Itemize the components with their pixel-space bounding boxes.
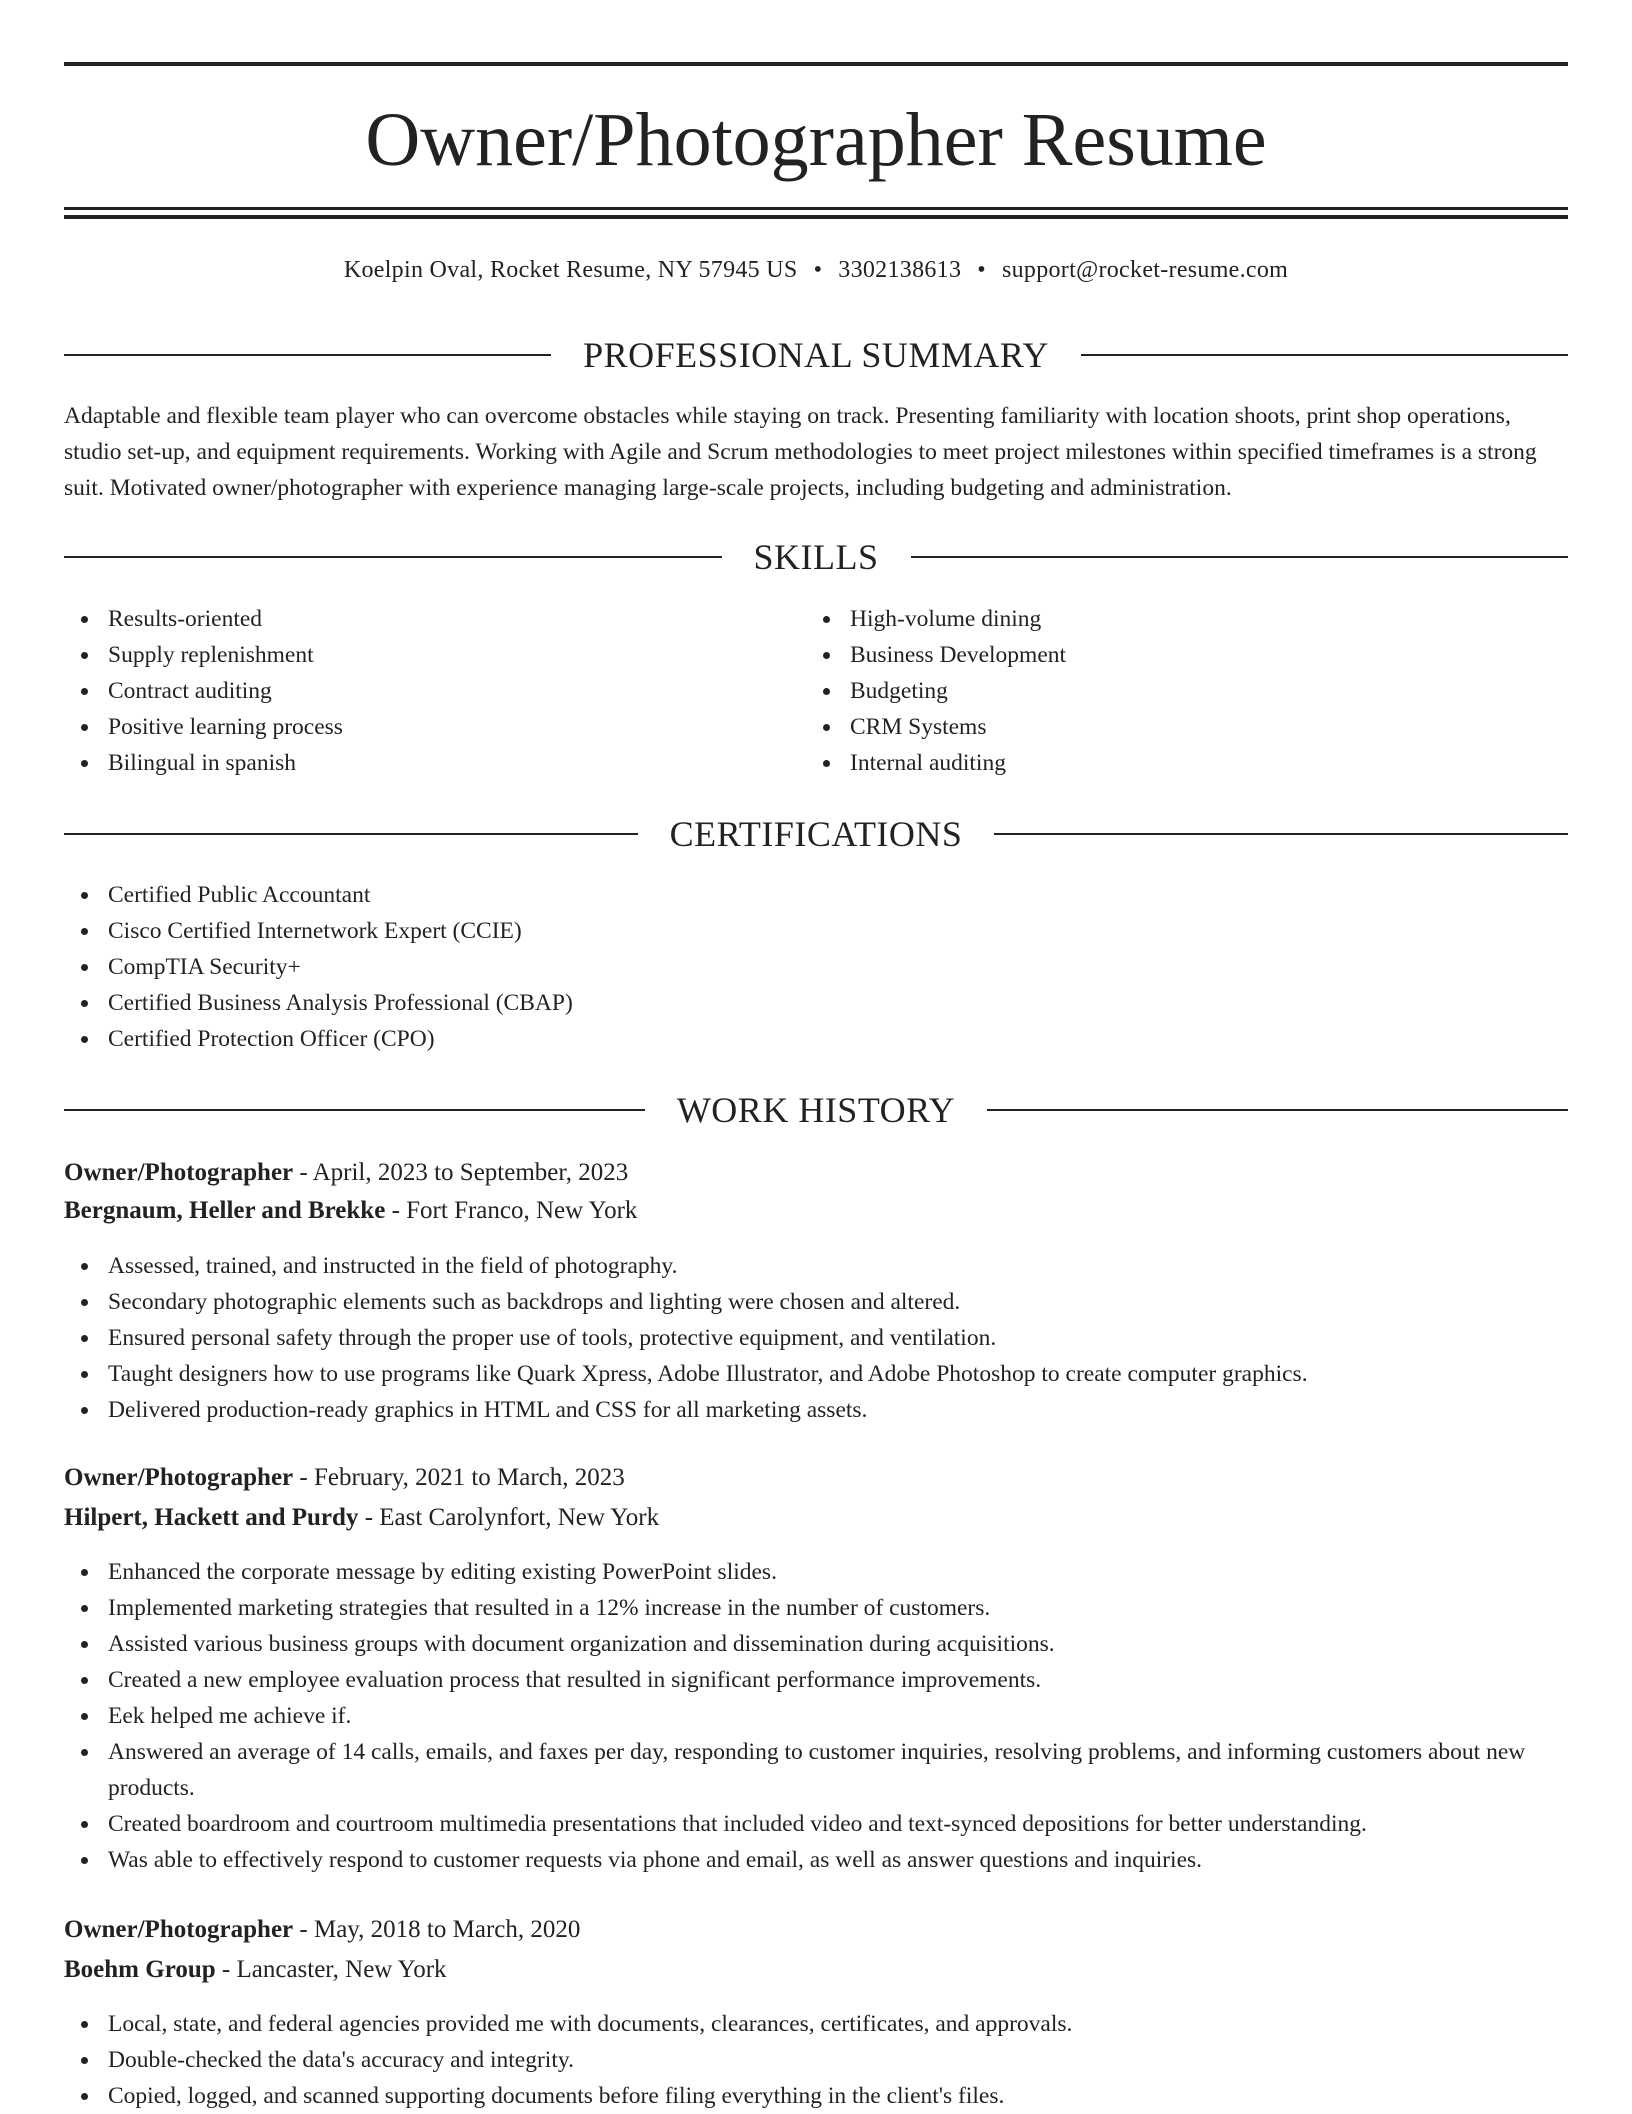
contact-address: Koelpin Oval, Rocket Resume, NY 57945 US <box>343 257 798 283</box>
list-item: Delivered production-ready graphics in HTML and CSS for all marketing assets. <box>64 1392 1568 1428</box>
job-title-line <box>64 1459 1568 1497</box>
heading-rule <box>1081 354 1568 356</box>
heading-rule <box>64 354 551 356</box>
job-company: Hilpert, Hackett and Purdy <box>64 1504 359 1531</box>
summary-text: Adaptable and flexible team player who can overcome obstacles while staying on track. Presenting familiarity with location shoots, print shop operations, studio set-up, and equipment requirements. Working with Agile and Scrum methodologies to meet project milestones within specified timeframes is a strong suit. Motivated owner/photographer with experience managing large-scale projects, including budgeting and administration. <box>64 403 1537 501</box>
job-dates: - April, 2023 to September, 2023 <box>293 1159 629 1186</box>
list-item: Supply replenishment <box>64 637 804 673</box>
heading-rule <box>64 1109 645 1111</box>
job-company: Bergnaum, Heller and Brekke <box>64 1197 386 1224</box>
list-item: Created boardroom and courtroom multimedia presentations that included video and text-synced depositions for better understanding. <box>64 1806 1568 1842</box>
heading-rule <box>911 556 1569 558</box>
section-title: SKILLS <box>753 537 879 577</box>
job-company: Boehm Group <box>64 1956 216 1983</box>
job-title: Owner/Photographer <box>64 1159 294 1186</box>
section-heading-work-history <box>64 1086 1568 1134</box>
list-item: Taught designers how to use programs like Quark Xpress, Adobe Illustrator, and Adobe Photoshop to create computer graphics. <box>64 1356 1568 1392</box>
list-item: Cisco Certified Internetwork Expert (CCIE) <box>64 913 1568 949</box>
section-heading-skills <box>64 533 1568 581</box>
heading-rule <box>994 833 1568 835</box>
job-dates: - February, 2021 to March, 2023 <box>293 1464 625 1491</box>
list-item: Contract auditing <box>64 673 804 709</box>
job-dates: - May, 2018 to March, 2020 <box>293 1916 581 1943</box>
list-item: Implemented marketing strategies that resulted in a 12% increase in the number of customers. <box>64 1590 1568 1626</box>
skills-list-left <box>64 601 804 781</box>
job-title: Owner/Photographer <box>64 1916 294 1943</box>
section-title: CERTIFICATIONS <box>669 814 963 854</box>
section-heading-summary <box>64 331 1568 379</box>
job-bullets <box>64 1248 1568 1428</box>
skills-list-right <box>806 601 1546 781</box>
list-item: High-volume dining <box>806 601 1546 637</box>
list-item: Secondary photographic elements such as backdrops and lighting were chosen and altered. <box>64 1284 1568 1320</box>
list-item: Certified Protection Officer (CPO) <box>64 1021 1568 1057</box>
contact-phone: 3302138613 <box>838 257 962 283</box>
list-item: Bilingual in spanish <box>64 745 804 781</box>
job-location: - Lancaster, New York <box>215 1956 447 1983</box>
list-item: CRM Systems <box>806 709 1546 745</box>
list-item: Enhanced the corporate message by editing existing PowerPoint slides. <box>64 1554 1568 1590</box>
list-item: Was able to effectively respond to customer requests via phone and email, as well as answer questions and inquiries. <box>64 1842 1568 1878</box>
top-rule <box>64 62 1568 66</box>
list-item: Double-checked the data's accuracy and integrity. <box>64 2042 1568 2078</box>
certifications-list <box>64 877 1568 1057</box>
job-bullets <box>64 2006 1568 2114</box>
contact-email[interactable]: support@rocket-resume.com <box>1001 257 1289 283</box>
list-item: Results-oriented <box>64 601 804 637</box>
job-title: Owner/Photographer <box>64 1464 294 1491</box>
list-item: Eek helped me achieve if. <box>64 1698 1568 1734</box>
list-item: Internal auditing <box>806 745 1546 781</box>
list-item: Ensured personal safety through the proper use of tools, protective equipment, and ventilation. <box>64 1320 1568 1356</box>
list-item: Certified Public Accountant <box>64 877 1568 913</box>
list-item: Assessed, trained, and instructed in the field of photography. <box>64 1248 1568 1284</box>
list-item: Local, state, and federal agencies provided me with documents, clearances, certificates, and approvals. <box>64 2006 1568 2042</box>
list-item: Created a new employee evaluation process that resulted in significant performance improvements. <box>64 1662 1568 1698</box>
list-item: Assisted various business groups with document organization and dissemination during acquisitions. <box>64 1626 1568 1662</box>
contact-line <box>64 252 1568 288</box>
list-item: Copied, logged, and scanned supporting documents before filing everything in the client's files. <box>64 2078 1568 2114</box>
contact-separator: • <box>977 257 986 283</box>
page-title: Owner/Photographer Resume <box>365 98 1267 182</box>
title-double-rule <box>64 207 1568 219</box>
heading-rule <box>64 833 638 835</box>
job-bullets <box>64 1554 1568 1878</box>
job-company-line <box>64 1951 1568 1989</box>
job-title-line <box>64 1154 1568 1192</box>
section-title: WORK HISTORY <box>676 1090 956 1130</box>
list-item: Answered an average of 14 calls, emails, and faxes per day, responding to customer inquiries, resolving problems, and informing customers about new products. <box>64 1734 1568 1806</box>
job-company-line <box>64 1499 1568 1537</box>
section-heading-certifications <box>64 810 1568 858</box>
heading-rule <box>987 1109 1568 1111</box>
list-item: Certified Business Analysis Professional (CBAP) <box>64 985 1568 1021</box>
job-location: - Fort Franco, New York <box>385 1197 638 1224</box>
section-title: PROFESSIONAL SUMMARY <box>583 335 1049 375</box>
job-location: - East Carolynfort, New York <box>358 1504 660 1531</box>
job-title-line <box>64 1911 1568 1949</box>
heading-rule <box>64 556 722 558</box>
list-item: Positive learning process <box>64 709 804 745</box>
contact-separator: • <box>813 257 823 283</box>
list-item: Business Development <box>806 637 1546 673</box>
list-item: CompTIA Security+ <box>64 949 1568 985</box>
list-item: Budgeting <box>806 673 1546 709</box>
job-company-line <box>64 1192 1568 1230</box>
